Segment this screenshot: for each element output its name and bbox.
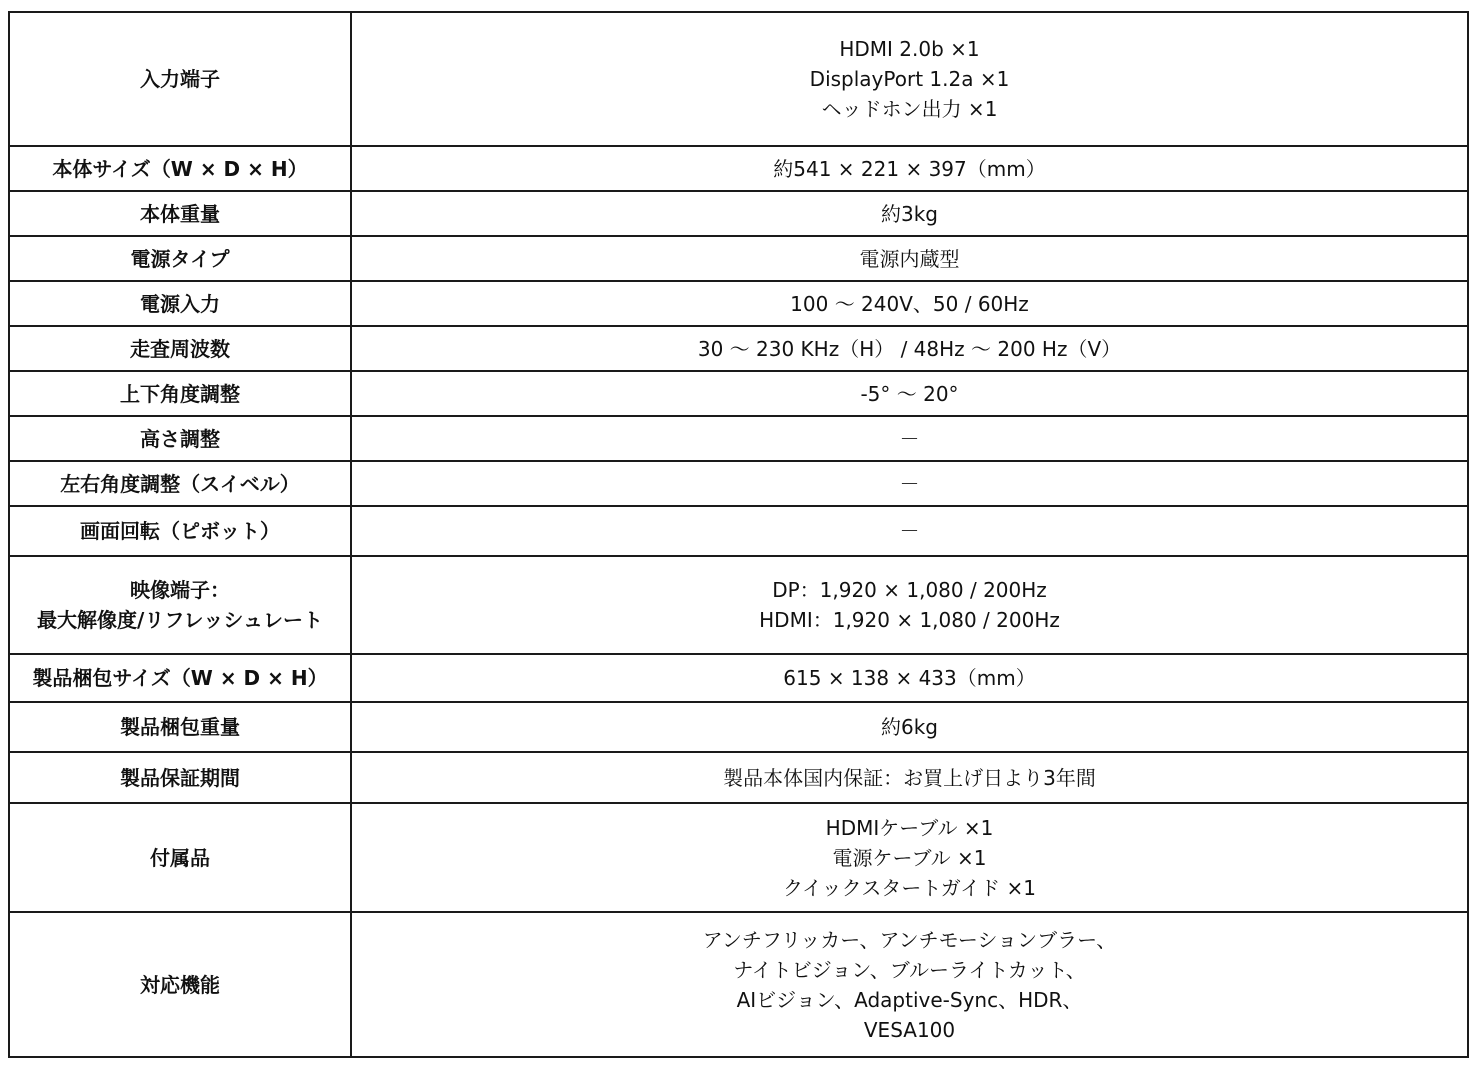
row-label xyxy=(9,461,351,506)
row-label xyxy=(9,326,351,371)
row-label xyxy=(9,416,351,461)
table-row xyxy=(9,912,1468,1057)
row-label xyxy=(9,281,351,326)
table-row xyxy=(9,191,1468,236)
value-line: HDMI 2.0b ×1 xyxy=(839,37,980,61)
label-line: 製品保証期間 xyxy=(120,765,240,790)
row-value xyxy=(351,654,1468,702)
value-line: ヘッドホン出力 ×1 xyxy=(821,97,998,121)
value-line: 電源内蔵型 xyxy=(859,246,960,271)
label-line: 電源タイプ xyxy=(130,246,230,271)
label-line: 入力端子 xyxy=(140,67,220,91)
value-line: － xyxy=(899,519,920,543)
row-label xyxy=(9,654,351,702)
label-line: 本体重量 xyxy=(140,201,220,226)
row-value xyxy=(351,556,1468,654)
label-line: 高さ調整 xyxy=(140,426,220,451)
label-line: 本体サイズ（W × D × H） xyxy=(52,156,308,181)
row-value xyxy=(351,326,1468,371)
row-value xyxy=(351,236,1468,281)
table-row xyxy=(9,803,1468,912)
row-label xyxy=(9,912,351,1057)
table-row xyxy=(9,506,1468,556)
row-value xyxy=(351,803,1468,912)
row-value xyxy=(351,506,1468,556)
row-label xyxy=(9,191,351,236)
value-line: -5° ～ 20° xyxy=(860,381,959,406)
row-label xyxy=(9,752,351,803)
table-row xyxy=(9,556,1468,654)
label-line: 画面回転（ピボット） xyxy=(80,519,280,543)
row-value xyxy=(351,281,1468,326)
table-row xyxy=(9,752,1468,803)
value-line: 100 ～ 240V、50 / 60Hz xyxy=(790,291,1029,316)
row-value xyxy=(351,416,1468,461)
row-value xyxy=(351,191,1468,236)
row-value xyxy=(351,12,1468,146)
row-label xyxy=(9,803,351,912)
label-line: 製品梱包サイズ（W × D × H） xyxy=(32,666,328,690)
value-line: DisplayPort 1.2a ×1 xyxy=(809,67,1010,91)
row-value xyxy=(351,371,1468,416)
row-label xyxy=(9,236,351,281)
table-row xyxy=(9,326,1468,371)
value-line: 615 × 138 × 433（mm） xyxy=(783,666,1036,690)
row-value xyxy=(351,752,1468,803)
label-line: 製品梱包重量 xyxy=(120,715,240,739)
value-line: 30 ～ 230 KHz（H） / 48Hz ～ 200 Hz（V） xyxy=(697,336,1122,361)
row-label xyxy=(9,702,351,752)
value-line: HDMIケーブル ×1 xyxy=(825,815,994,840)
value-line: 約3kg xyxy=(880,201,938,226)
label-line: 左右角度調整（スイベル） xyxy=(60,471,300,496)
table-row xyxy=(9,702,1468,752)
value-line: 約6kg xyxy=(880,715,938,739)
spec-table xyxy=(8,11,1469,1058)
row-label xyxy=(9,371,351,416)
value-line: ナイトビジョン、ブルーライトカット、 xyxy=(733,957,1086,982)
table-row xyxy=(9,12,1468,146)
row-value xyxy=(351,461,1468,506)
row-label xyxy=(9,506,351,556)
label-line: 走査周波数 xyxy=(130,336,230,361)
label-line: 映像端子： xyxy=(130,578,230,602)
label-line: 対応機能 xyxy=(140,972,220,997)
row-value xyxy=(351,912,1468,1057)
value-line: － xyxy=(899,426,920,451)
table-row xyxy=(9,371,1468,416)
table-row xyxy=(9,281,1468,326)
row-label xyxy=(9,146,351,191)
table-row xyxy=(9,654,1468,702)
value-line: VESA100 xyxy=(863,1017,956,1042)
value-line: 電源ケーブル ×1 xyxy=(832,845,987,870)
label-line: 最大解像度/リフレッシュレート xyxy=(37,608,323,632)
label-line: 電源入力 xyxy=(140,291,220,316)
table-row xyxy=(9,416,1468,461)
value-line: DP：1,920 × 1,080 / 200Hz xyxy=(772,578,1047,602)
value-line: AIビジョン、Adaptive-Sync、HDR、 xyxy=(736,987,1083,1012)
table-row xyxy=(9,146,1468,191)
row-value xyxy=(351,146,1468,191)
value-line: HDMI：1,920 × 1,080 / 200Hz xyxy=(759,608,1060,632)
value-line: 約541 × 221 × 397（mm） xyxy=(773,156,1046,181)
label-line: 付属品 xyxy=(150,845,210,870)
value-line: － xyxy=(899,471,920,496)
row-label xyxy=(9,12,351,146)
table-row xyxy=(9,236,1468,281)
row-value xyxy=(351,702,1468,752)
row-label xyxy=(9,556,351,654)
value-line: 製品本体国内保証：お買上げ日より3年間 xyxy=(723,765,1096,790)
value-line: アンチフリッカー、アンチモーションブラー、 xyxy=(702,927,1117,952)
table-row xyxy=(9,461,1468,506)
label-line: 上下角度調整 xyxy=(120,381,240,406)
value-line: クイックスタートガイド ×1 xyxy=(782,875,1037,900)
